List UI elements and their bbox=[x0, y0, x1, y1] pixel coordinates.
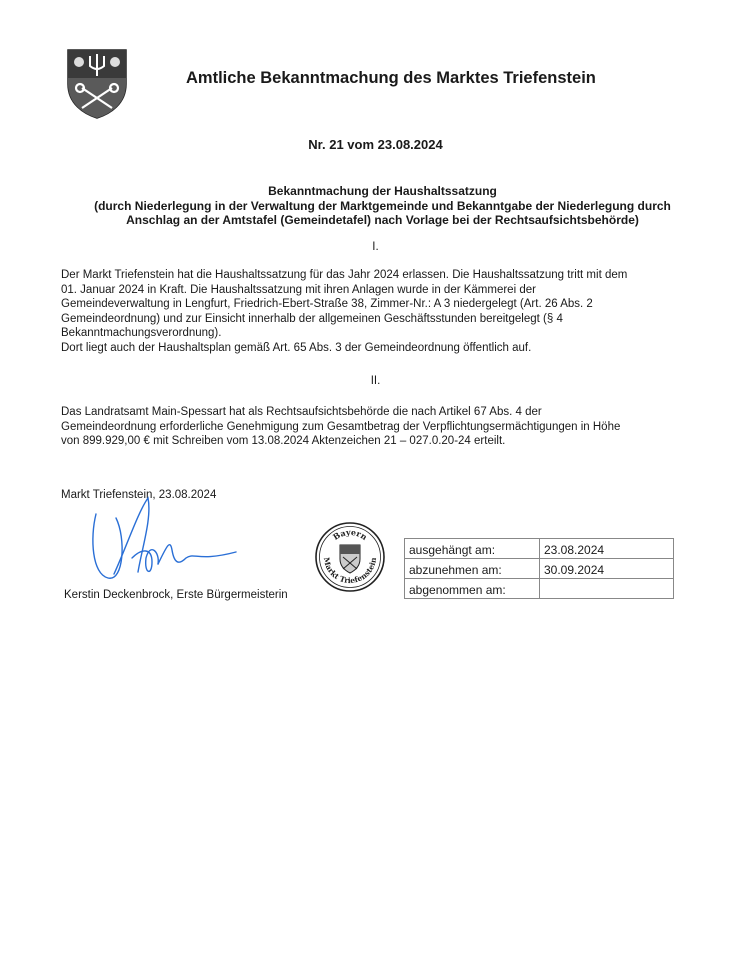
section-1-line: Gemeindeordnung) und zur Einsicht innerhalb der allgemeinen Geschäftsstunden bereitgelegt (§ 4 bbox=[61, 312, 563, 325]
announcement-number: Nr. 21 vom 23.08.2024 bbox=[308, 137, 443, 152]
table-row bbox=[405, 559, 674, 579]
table-row bbox=[405, 579, 674, 599]
removed-value bbox=[540, 579, 674, 599]
removed-label: abgenommen am: bbox=[405, 579, 540, 599]
announcement-subject bbox=[60, 184, 705, 228]
section-1-line: Bekanntmachungsverordnung). bbox=[61, 327, 222, 340]
page-title: Amtliche Bekanntmachung des Marktes Triefenstein bbox=[186, 69, 596, 87]
section-2-line: Das Landratsamt Main-Spessart hat als Rechtsaufsichtsbehörde die nach Artikel 67 Abs. 4 der bbox=[61, 406, 542, 418]
section-1-heading: I. bbox=[372, 241, 379, 253]
posting-record-table bbox=[404, 538, 674, 599]
remove-label: abzunehmen am: bbox=[405, 559, 540, 579]
section-2-line: von 899.929,00 € mit Schreiben vom 13.08.2024 Aktenzeichen 21 – 027.0.20-24 erteilt. bbox=[61, 435, 506, 448]
remove-value: 30.09.2024 bbox=[540, 559, 674, 579]
subject-line-3: Anschlag an der Amtstafel (Gemeindetafel) nach Vorlage bei der Rechtsaufsichtsbehörde) bbox=[126, 213, 639, 227]
section-2-line: Gemeindeordnung erforderliche Genehmigung zum Gesamtbetrag der Verpflichtungsermächtigungen in Höhe bbox=[61, 420, 621, 433]
subject-line-2: (durch Niederlegung in der Verwaltung der Marktgemeinde und Bekanntgabe der Niederlegung durch bbox=[94, 198, 671, 213]
section-1-line: 01. Januar 2024 in Kraft. Die Haushaltssatzung mit ihren Anlagen wurde in der Kämmerei der bbox=[61, 283, 536, 296]
section-1-line: Der Markt Triefenstein hat die Haushaltssatzung für das Jahr 2024 erlassen. Die Haushaltssatzung tritt mit dem bbox=[61, 269, 628, 281]
section-1-text bbox=[61, 268, 701, 356]
seal-top-text: Bayern bbox=[330, 526, 370, 543]
handwritten-signature bbox=[86, 478, 246, 590]
section-2-text bbox=[61, 405, 701, 449]
official-seal-icon bbox=[314, 521, 386, 593]
section-2-heading: II. bbox=[370, 375, 381, 387]
coat-of-arms-icon bbox=[66, 48, 128, 120]
place-and-date: Markt Triefenstein, 23.08.2024 bbox=[61, 489, 217, 501]
table-row bbox=[405, 539, 674, 559]
posted-label: ausgehängt am: bbox=[405, 539, 540, 559]
seal-bottom-text: Markt Triefenstein bbox=[321, 556, 379, 586]
signer-name: Kerstin Deckenbrock, Erste Bürgermeisterin bbox=[64, 589, 288, 601]
posted-value: 23.08.2024 bbox=[540, 539, 674, 559]
section-1-line: Gemeindeverwaltung in Lengfurt, Friedrich-Ebert-Straße 38, Zimmer-Nr.: A 3 niedergelegt (Art. 26 Abs. 2 bbox=[61, 298, 593, 311]
subject-line-1: Bekanntmachung der Haushaltssatzung bbox=[268, 184, 497, 198]
section-1-line: Dort liegt auch der Haushaltsplan gemäß Art. 65 Abs. 3 der Gemeindeordnung öffentlich auf. bbox=[61, 341, 532, 354]
